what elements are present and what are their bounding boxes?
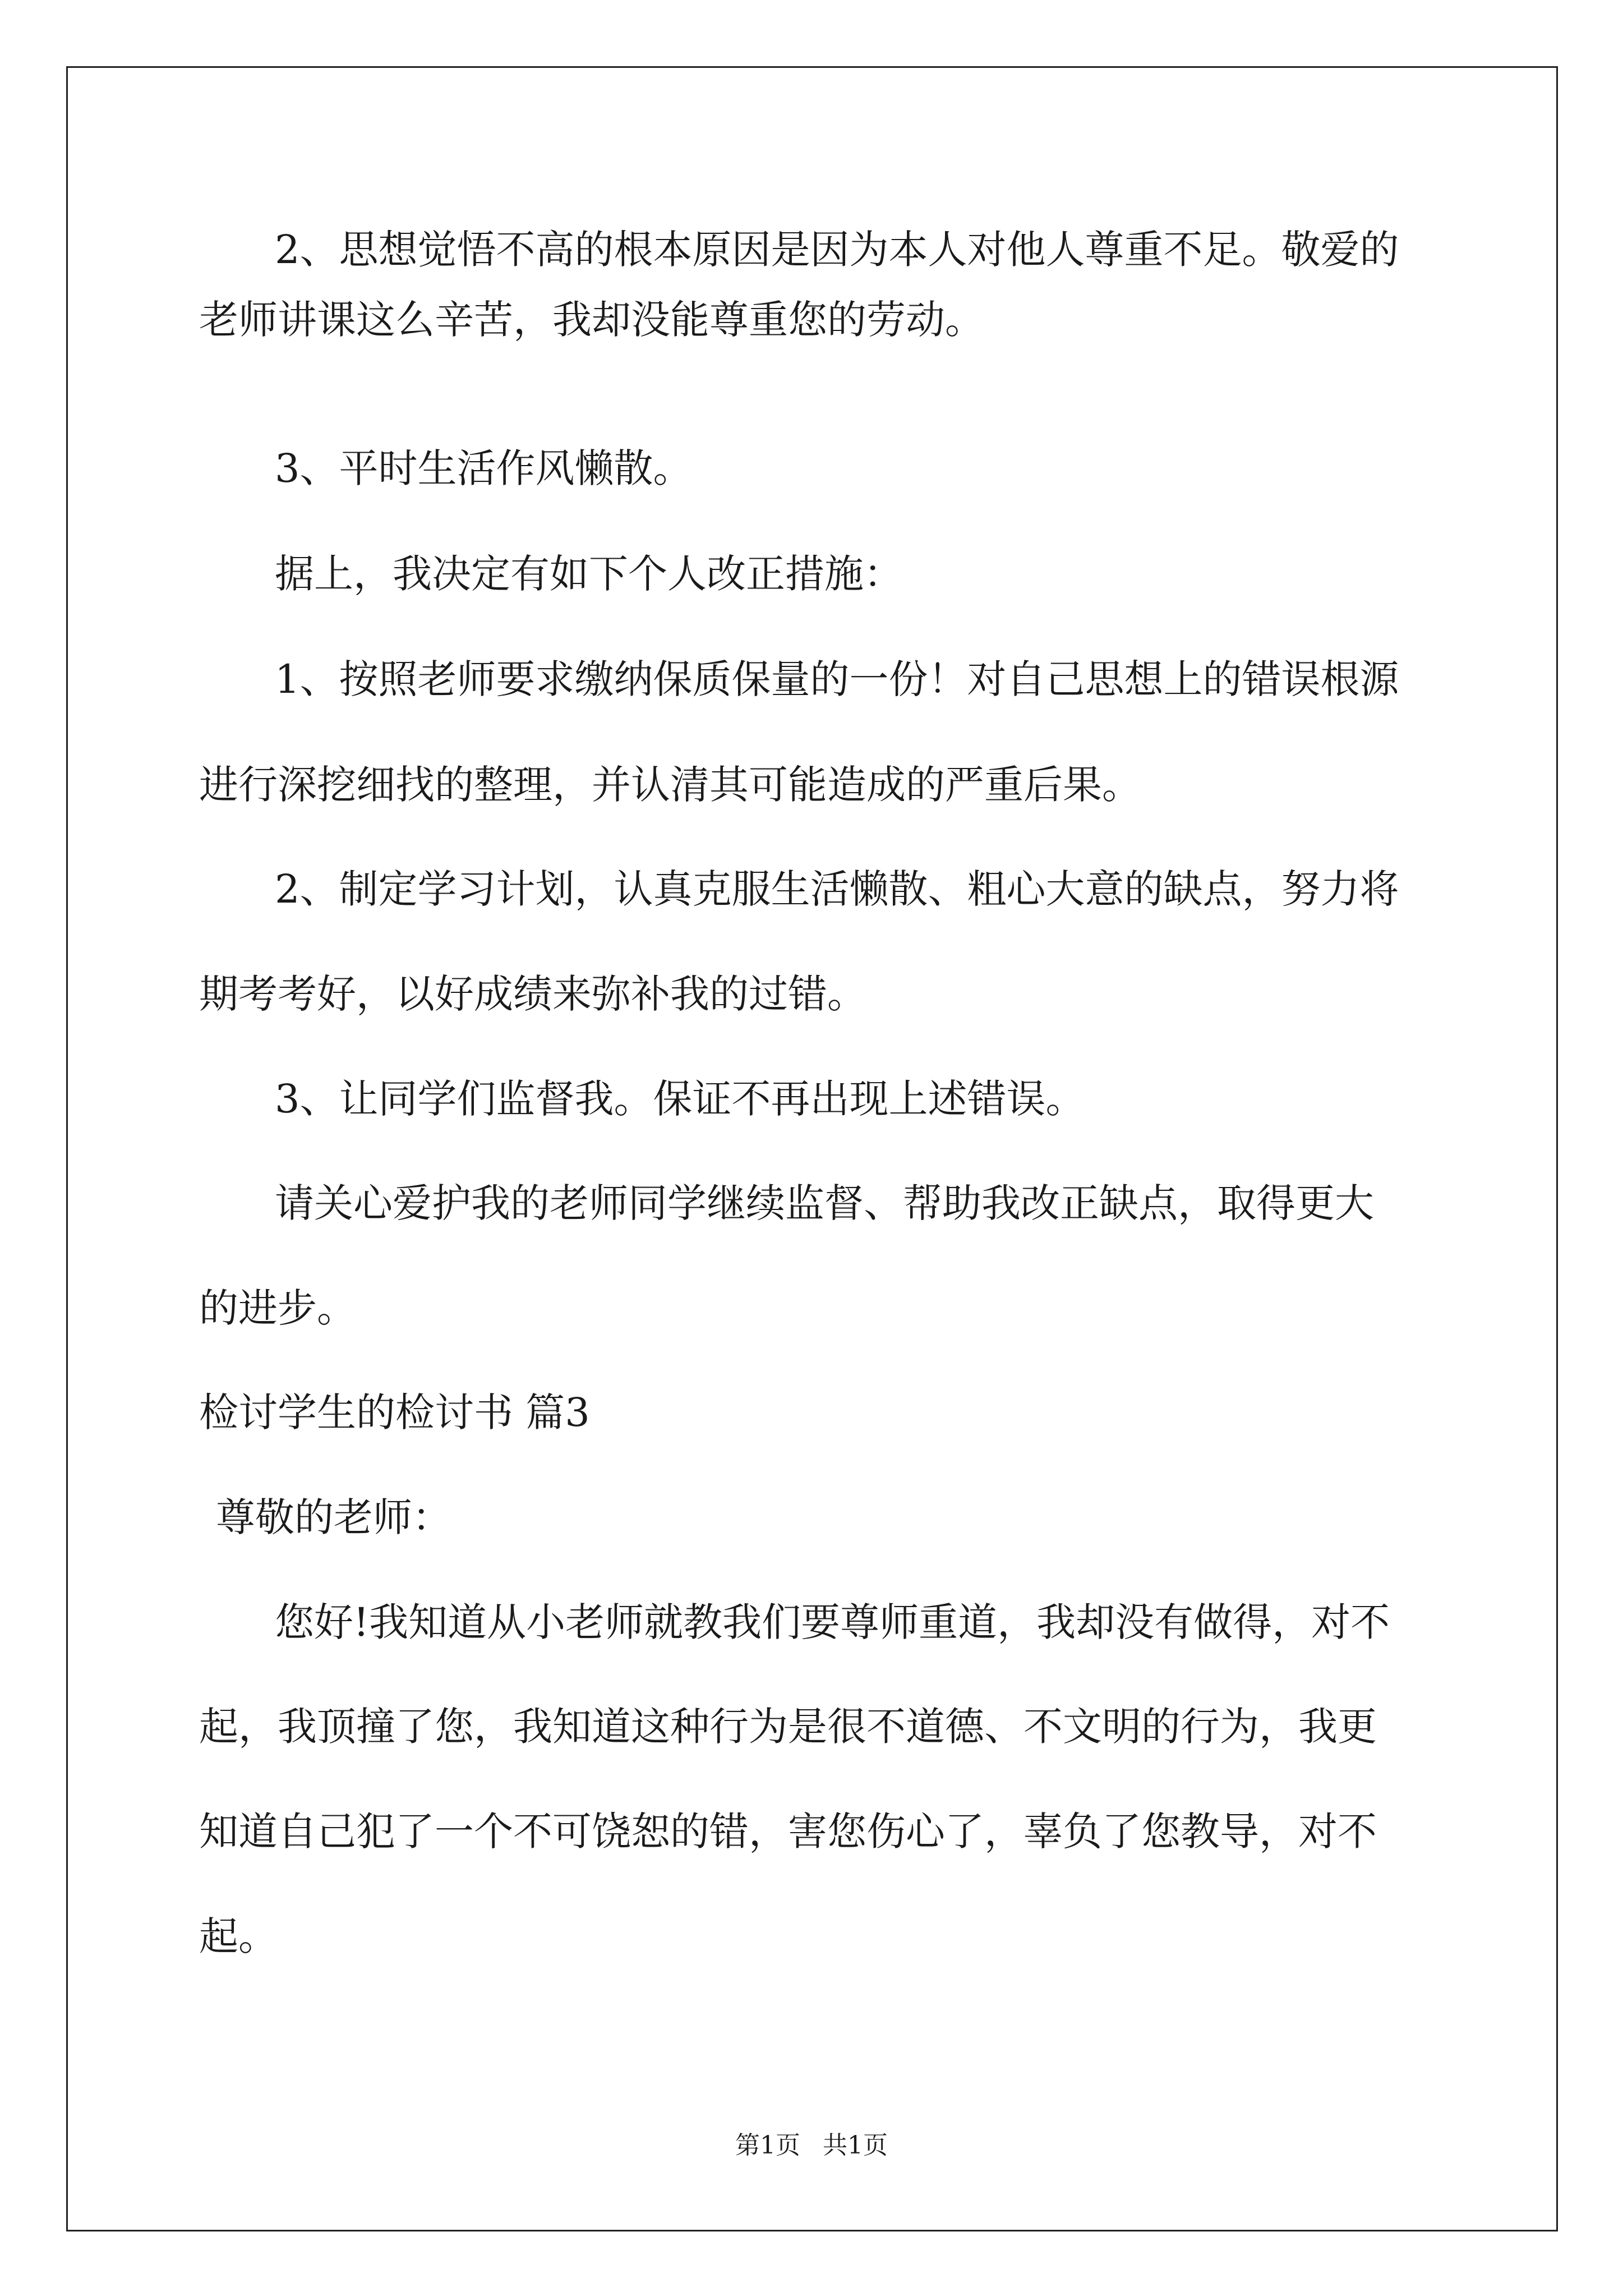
paragraph-line: 知道自己犯了一个不可饶恕的错，害您伤心了，辜负了您教导，对不 bbox=[199, 1809, 1377, 1855]
page-footer bbox=[0, 2133, 1623, 2158]
paragraph-line: 起。 bbox=[199, 1913, 278, 1959]
paragraph-line: 期考考好，以好成绩来弥补我的过错。 bbox=[199, 971, 866, 1017]
paragraph-line: 2、制定学习计划，认真克服生活懒散、粗心大意的缺点，努力将 bbox=[275, 866, 1399, 912]
paragraph-line: 请关心爱护我的老师同学继续监督、帮助我改正缺点，取得更大 bbox=[275, 1180, 1374, 1226]
paragraph-line: 3、平时生活作风懒散。 bbox=[275, 445, 693, 491]
paragraph-line: 1、按照老师要求缴纳保质保量的一份！对自己思想上的错误根源 bbox=[275, 656, 1399, 702]
paragraph-line: 您好!我知道从小老师就教我们要尊师重道，我却没有做得，对不 bbox=[275, 1599, 1390, 1645]
page-border bbox=[66, 66, 1558, 2231]
paragraph-line: 3、让同学们监督我。保证不再出现上述错误。 bbox=[275, 1076, 1085, 1122]
page-number: 第1页 bbox=[735, 2131, 800, 2160]
salutation: 尊敬的老师： bbox=[216, 1494, 451, 1540]
paragraph-line: 起，我顶撞了您，我知道这种行为是很不道德、不文明的行为，我更 bbox=[199, 1704, 1377, 1750]
paragraph-line: 2、思想觉悟不高的根本原因是因为本人对他人尊重不足。敬爱的 bbox=[275, 227, 1399, 273]
paragraph-line: 据上，我决定有如下个人改正措施： bbox=[275, 551, 903, 597]
page-total: 共1页 bbox=[823, 2131, 888, 2160]
paragraph-line: 的进步。 bbox=[199, 1285, 356, 1331]
paragraph-line: 进行深挖细找的整理，并认清其可能造成的严重后果。 bbox=[199, 762, 1141, 808]
section-title: 检讨学生的检讨书 篇3 bbox=[199, 1389, 590, 1435]
paragraph-line: 老师讲课这么辛苦，我却没能尊重您的劳动。 bbox=[199, 297, 984, 343]
